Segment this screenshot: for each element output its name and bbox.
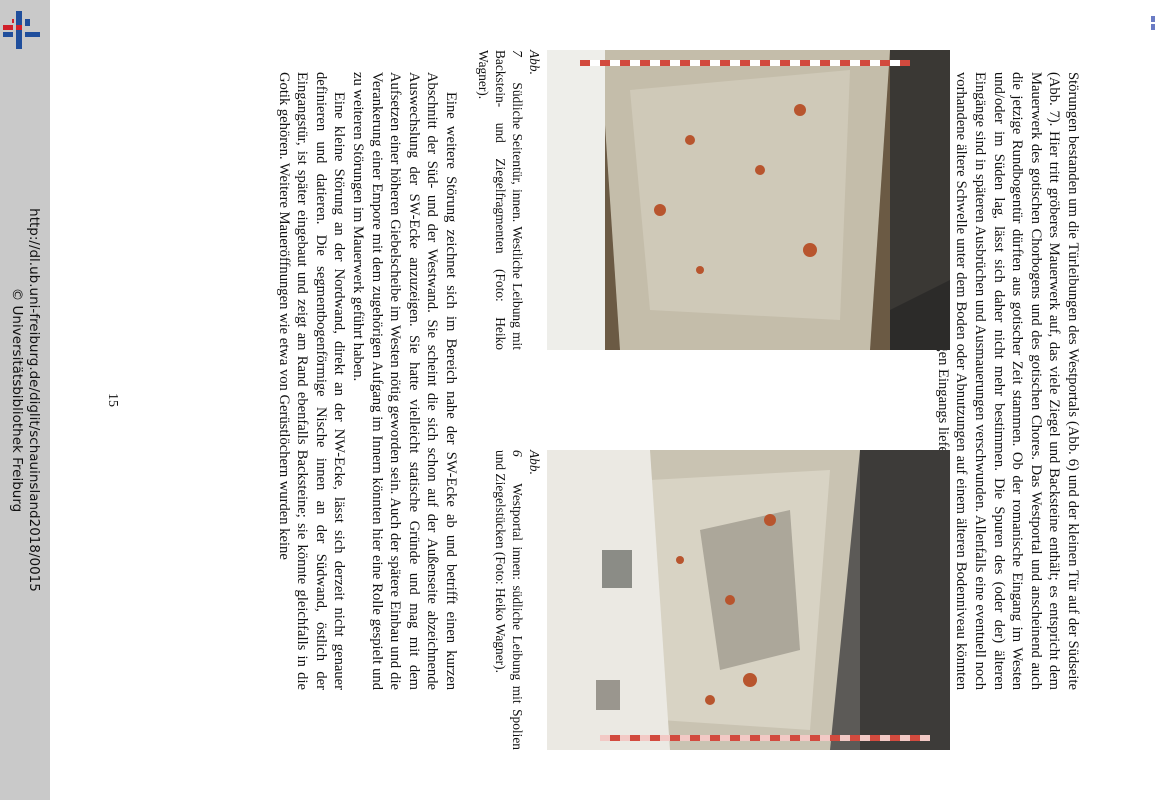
source-url[interactable]: http://dl.ub.uni-freiburg.de/diglit/schauinsland2018/0015	[26, 208, 42, 592]
figure-6-label: Abb. 6	[509, 450, 542, 475]
figure-7-label: Abb. 7	[509, 50, 542, 75]
body-paragraph-2: Eine kleine Störung an der Nordwand, direkt an der NW-Ecke, lässt sich derzeit nicht genauer definieren und datieren. Die segmentbogenförmige Nische innen an der Südwand, östlich der Eingangstür, ist später eingebaut und zeigt am Rand ebenfalls Backsteine; sie könnte gleichfalls in die Gotik gehören. Weitere Maueröffnungen wie etwa von Gerüstlöchern wurden keine	[275, 72, 347, 690]
document-page	[90, 50, 1120, 750]
copyright-notice: © Universitätsbibliothek Freiburg	[9, 287, 25, 513]
figure-7-photo	[547, 50, 950, 350]
body-text	[274, 72, 460, 690]
figure-6-caption	[492, 450, 543, 750]
figure-6-photo	[547, 450, 950, 750]
viewer-sidebar	[0, 0, 50, 800]
intro-paragraph: Störungen bestanden um die Türleibungen des Westportals (Abb. 6) und der kleinen Tür auf der Südseite (Abb. 7). Hier tritt gröberes Mauerwerk auf, das viele Ziegel und Backsteine enthält; es entspricht dem Mauerwerk des gotischen Chorbogens und des gotischen Chores. Das Westportal und anscheinend auch die jetzige Rundbogentür dürften aus gotischer Zeit stammen. Ob der romanische Eingang im Westen und/oder im Süden lag, lässt sich daher nicht mehr bestimmen. Die Spuren des (oder der) älteren Eingänge sind in späteren Ausbrüchen und Ausmauerungen verschwunden. Allenfalls eine eventuell noch vorhandene ältere Schwelle unter dem Boden oder Abnutzungen auf einem älteren Bodenniveau könnten Eingangs liefern.	[934, 72, 1081, 690]
page-viewport	[50, 0, 1159, 800]
source-info	[8, 208, 42, 592]
page-number: 15	[104, 393, 120, 407]
library-logo-icon	[0, 8, 44, 52]
body-paragraph-1: Eine weitere Störung zeichnet sich im Bereich nahe der SW-Ecke ab und betrifft einen kurzen Abschnitt der Süd- und der Westwand. Sie scheint die sich schon auf der Außenseite abzeichnende Auswechslung der SW-Ecke anzuzeigen. Sie hatte vielleicht statische Gründe und mag mit dem Aufsetzen einer höheren Giebelscheibe im Westen nötig geworden sein. Auch der spätere Einbau und die Verankerung einer Empore mit dem zugehörigen Aufgang im Innern könnten hier eine Rolle gespielt und zu weiteren Störungen im Mauerwerk geführt haben.	[349, 72, 459, 690]
figure-6-caption-text: Westportal innen: südliche Leibung mit Spolien und Ziegelstücken (Foto: Heiko Wagner).	[492, 450, 525, 751]
figure-7-caption-text: Südliche Seitentür, innen. Westliche Leibung mit Backstein- und Ziegelfragmenten (Foto: Heiko Wagner).	[475, 50, 525, 350]
figure-7-caption	[475, 50, 543, 350]
